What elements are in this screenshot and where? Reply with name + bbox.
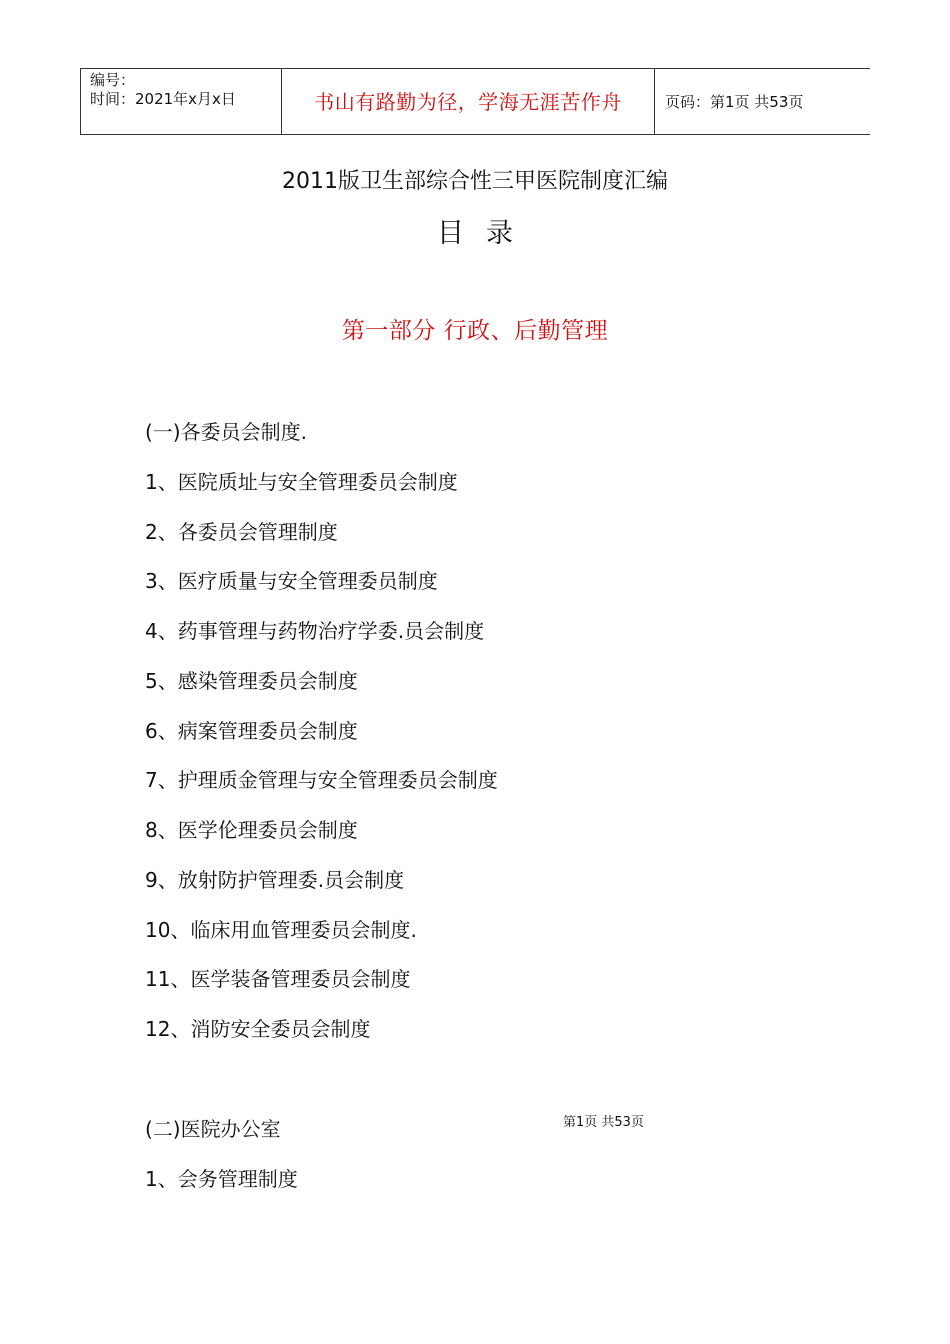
serial-label: 编号： [90, 71, 136, 89]
toc-item: 8、医学伦理委员会制度 [145, 818, 358, 842]
toc-item: 1、医院质址与安全管理委员会制度 [145, 470, 458, 494]
part-title: 第一部分 行政、后勤管理 [341, 318, 609, 344]
toc-item: 1、会务管理制度 [145, 1167, 298, 1191]
date-label: 时间：2021年x月x日 [90, 90, 236, 108]
header-meta-cell [81, 69, 282, 135]
toc-item: 11、医学装备管理委员会制度 [145, 967, 411, 991]
toc-item: 10、临床用血管理委员会制度. [145, 918, 417, 942]
header-table [80, 68, 870, 135]
section-heading-office: (二)医院办公室 [145, 1117, 281, 1141]
header-motto: 书山有路勤为径，学海无涯苦作舟 [282, 69, 655, 135]
toc-item: 6、病案管理委员会制度 [145, 719, 358, 743]
toc-item: 4、药事管理与药物治疗学委.员会制度 [145, 619, 485, 643]
toc-item: 3、医疗质量与安全管理委员制度 [145, 569, 438, 593]
document-title: 2011版卫生部综合性三甲医院制度汇编 [282, 169, 668, 194]
toc-item: 12、消防安全委员会制度 [145, 1017, 371, 1041]
toc-item: 2、各委员会管理制度 [145, 520, 338, 544]
toc-item: 9、放射防护管理委.员会制度 [145, 868, 405, 892]
page-footer: 第1页 共53页 [563, 1115, 644, 1130]
toc-item: 7、护理质金管理与安全管理委员会制度 [145, 768, 498, 792]
section-heading-committees: (一)各委员会制度. [145, 420, 307, 444]
header-page-info: 页码：第1页 共53页 [665, 93, 804, 111]
toc-heading: 目录 [437, 218, 535, 249]
toc-item: 5、感染管理委员会制度 [145, 669, 358, 693]
